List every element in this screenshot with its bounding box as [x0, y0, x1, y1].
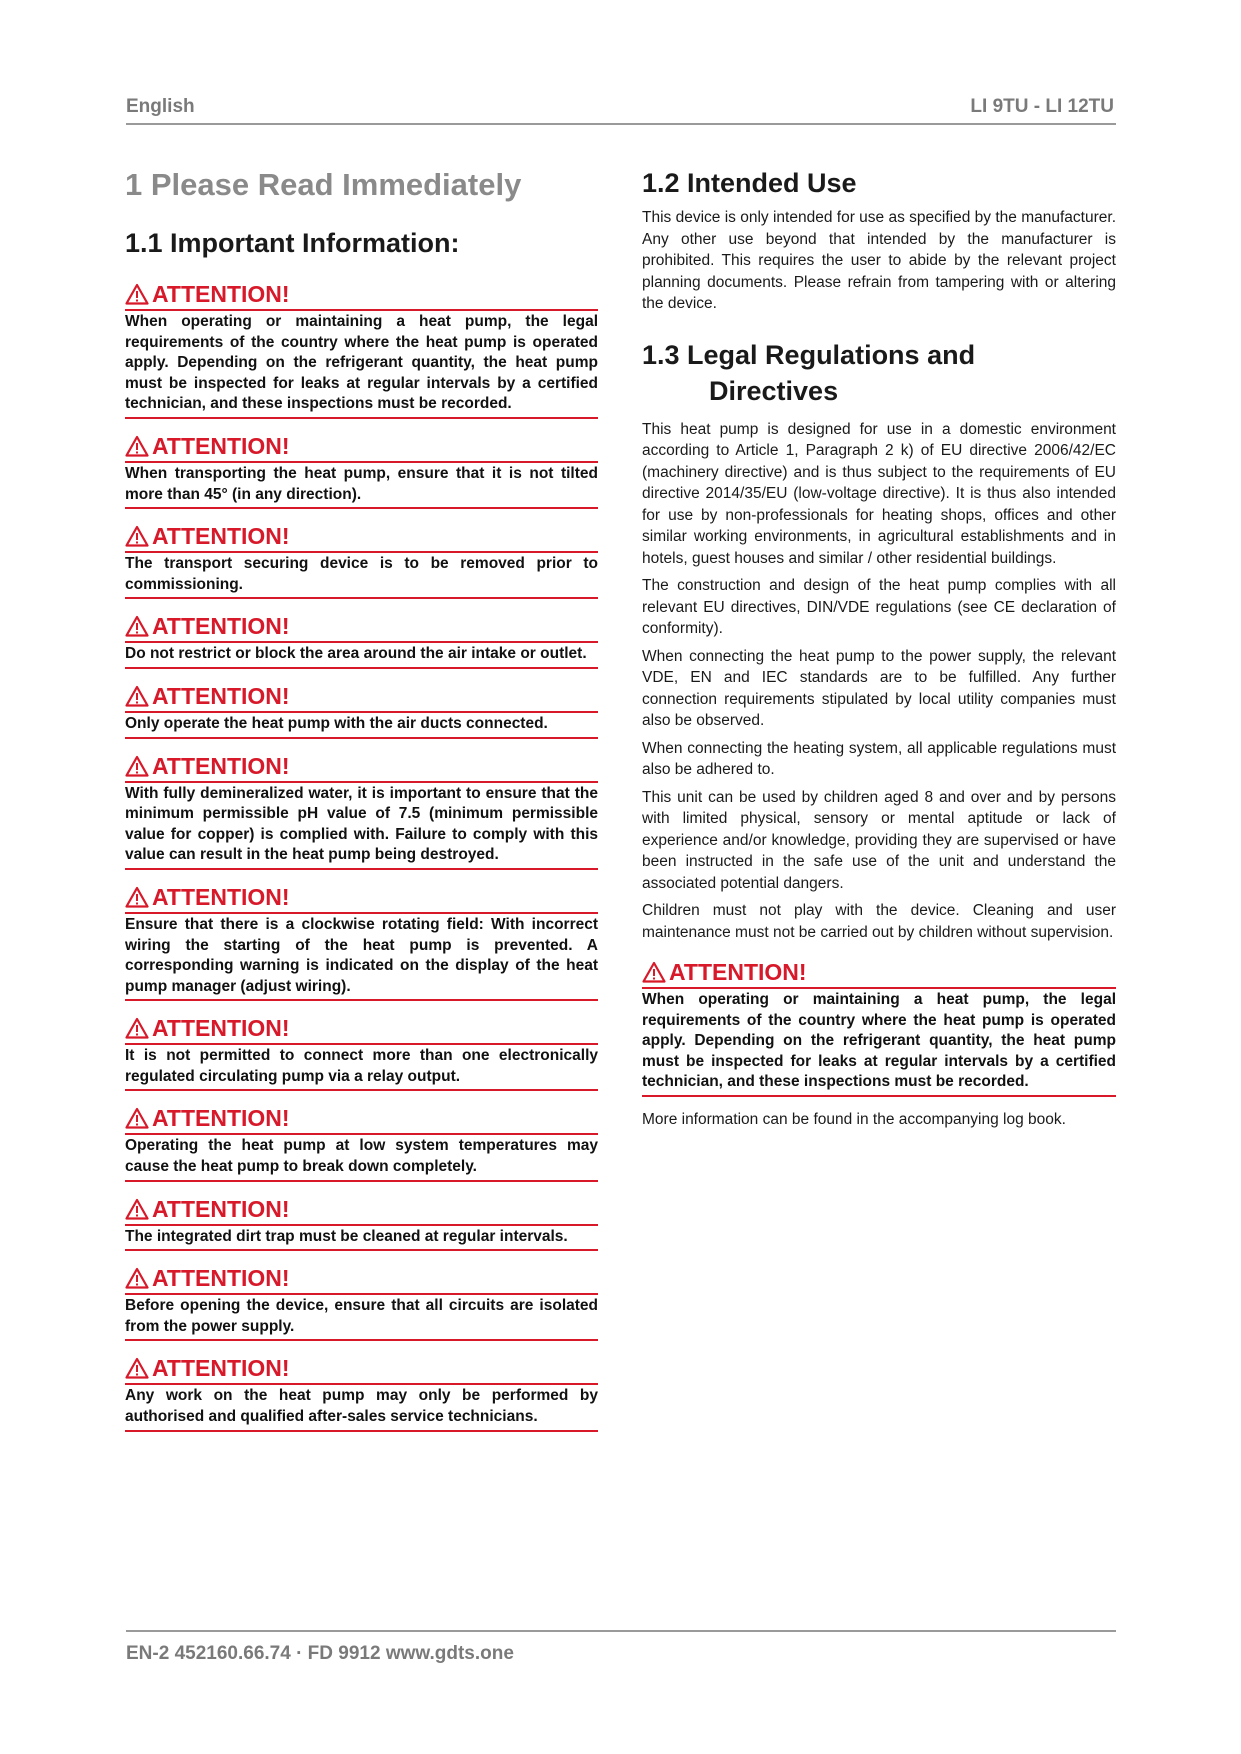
attention-block: [125, 431, 598, 509]
attention-label: ATTENTION!: [152, 613, 290, 640]
warning-triangle-icon: [125, 525, 149, 547]
attention-label: ATTENTION!: [152, 883, 290, 910]
attention-label: ATTENTION!: [152, 1265, 290, 1292]
section-1-3-title-line1: 1.3 Legal Regulations and: [642, 339, 976, 370]
footer-doc-ref: EN-2 452160.66.74 · FD 9912 www.gdts.one: [126, 1643, 514, 1664]
attention-text: When operating or maintaining a heat pump, the legal requirements of the country where the heat pump is operated apply. Depending on the refrigerant quantity, the heat pump must be inspected for leaks at regular intervals by a certified technician, and these inspections must be recorded.: [642, 989, 1116, 1097]
left-column: [125, 165, 598, 1432]
header-model: LI 9TU - LI 12TU: [970, 96, 1114, 117]
warning-triangle-icon: [125, 283, 149, 305]
header-language: English: [126, 96, 195, 117]
attention-block: [125, 1263, 598, 1341]
warning-triangle-icon: [125, 1267, 149, 1289]
regulation-paragraph: When connecting the heat pump to the power supply, the relevant VDE, EN and IEC standards are to be fulfilled. Any further connection requirements stipulated by local utility companies must also be observed.: [642, 647, 1116, 729]
attention-block: [125, 751, 598, 870]
closing-note: More information can be found in the accompanying log book.: [642, 1110, 1066, 1128]
attention-label: ATTENTION!: [152, 1015, 290, 1042]
attention-text: With fully demineralized water, it is important to ensure that the minimum permissible pH value of 7.5 (minimum permissible value for copper) is complied with. Failure to comply with this value can result in the heat pump being destroyed.: [125, 783, 598, 870]
chapter-title: 1 Please Read Immediately: [125, 167, 522, 202]
attention-block: [125, 521, 598, 599]
header-divider: [126, 123, 1116, 125]
warning-triangle-icon: [642, 961, 666, 983]
warning-triangle-icon: [125, 685, 149, 707]
warning-triangle-icon: [125, 1198, 149, 1220]
attention-label: ATTENTION!: [669, 959, 807, 985]
warning-triangle-icon: [125, 886, 149, 908]
intended-use-text: This device is only intended for use as specified by the manufacturer. Any other use beyond that intended by the manufacturer is prohibited. This requires the user to abide by the relevant project planning documents. Please refrain from tampering with or altering the device.: [642, 209, 1116, 312]
attention-label: ATTENTION!: [152, 523, 290, 550]
attention-text: The transport securing device is to be removed prior to commissioning.: [125, 553, 598, 599]
warning-triangle-icon: [125, 1017, 149, 1039]
attention-text: Before opening the device, ensure that all circuits are isolated from the power supply.: [125, 1295, 598, 1341]
attention-text: Any work on the heat pump may only be performed by authorised and qualified after-sales service technicians.: [125, 1385, 598, 1431]
section-1-2-title: 1.2 Intended Use: [642, 168, 857, 198]
attention-text: When transporting the heat pump, ensure that it is not tilted more than 45° (in any direction).: [125, 463, 598, 509]
regulation-paragraph: This heat pump is designed for use in a domestic environment according to Article 1, Paragraph 2 k) of EU directive 2006/42/EC (machinery directive) and is thus subject to the requirements of EU directive 2014/35/EU (low-voltage directive). It is thus also intended for use by non-professionals for heating shops, offices and other similar working environments, in agricultural establishments and in hotels, guest houses and similar / other residential buildings.: [642, 420, 1116, 567]
warning-triangle-icon: [125, 755, 149, 777]
attention-block: [125, 1103, 598, 1181]
attention-block: [125, 611, 598, 669]
attention-text: The integrated dirt trap must be cleaned at regular intervals.: [125, 1226, 598, 1252]
attention-text: When operating or maintaining a heat pump, the legal requirements of the country where the heat pump is operated apply. Depending on the refrigerant quantity, the heat pump must be inspected for leaks at regular intervals by a certified technician, and these inspections must be recorded.: [125, 311, 598, 419]
warning-triangle-icon: [125, 435, 149, 457]
section-1-1-title: 1.1 Important Information:: [125, 228, 460, 258]
regulation-paragraph: This unit can be used by children aged 8 and over and by persons with limited physical, sensory or mental aptitude or lack of experience and/or knowledge, providing they are supervised or have been instructed in the safe use of the unit and understand the associated potential dangers.: [642, 788, 1116, 892]
attention-label: ATTENTION!: [152, 682, 290, 709]
attention-label: ATTENTION!: [152, 1105, 290, 1132]
attention-label: ATTENTION!: [152, 1195, 290, 1222]
warning-triangle-icon: [125, 1107, 149, 1129]
section-1-3-title-line2: Directives: [709, 375, 839, 406]
attention-text: Ensure that there is a clockwise rotating field: With incorrect wiring the starting of the heat pump is prevented. A corresponding warning is indicated on the display of the heat pump manager (adjust wiring).: [125, 914, 598, 1001]
attention-text: Operating the heat pump at low system temperatures may cause the heat pump to break down completely.: [125, 1135, 598, 1181]
attention-text: Do not restrict or block the area around the air intake or outlet.: [125, 643, 598, 669]
attention-block: [125, 1353, 598, 1431]
attention-text: It is not permitted to connect more than one electronically regulated circulating pump via a relay output.: [125, 1045, 598, 1091]
attention-label: ATTENTION!: [152, 432, 290, 459]
attention-block: [125, 1013, 598, 1091]
warning-triangle-icon: [125, 1357, 149, 1379]
warning-triangle-icon: [125, 615, 149, 637]
attention-block: [125, 1194, 598, 1252]
attention-label: ATTENTION!: [152, 1355, 290, 1382]
regulation-paragraph: Children must not play with the device. Cleaning and user maintenance must not be carried out by children without supervision.: [642, 902, 1116, 941]
attention-block: [125, 279, 598, 419]
attention-block: [125, 681, 598, 739]
attention-block: [125, 882, 598, 1001]
right-column: [642, 165, 1116, 1136]
attention-label: ATTENTION!: [152, 281, 290, 307]
regulation-paragraph: When connecting the heating system, all applicable regulations must also be adhered to.: [642, 739, 1116, 778]
footer-divider: [126, 1630, 1116, 1632]
regulation-paragraph: The construction and design of the heat pump complies with all relevant EU directives, DIN/VDE regulations (see CE declaration of conformity).: [642, 577, 1116, 637]
attention-block: [642, 957, 1116, 1097]
attention-text: Only operate the heat pump with the air ducts connected.: [125, 713, 598, 739]
attention-label: ATTENTION!: [152, 752, 290, 779]
